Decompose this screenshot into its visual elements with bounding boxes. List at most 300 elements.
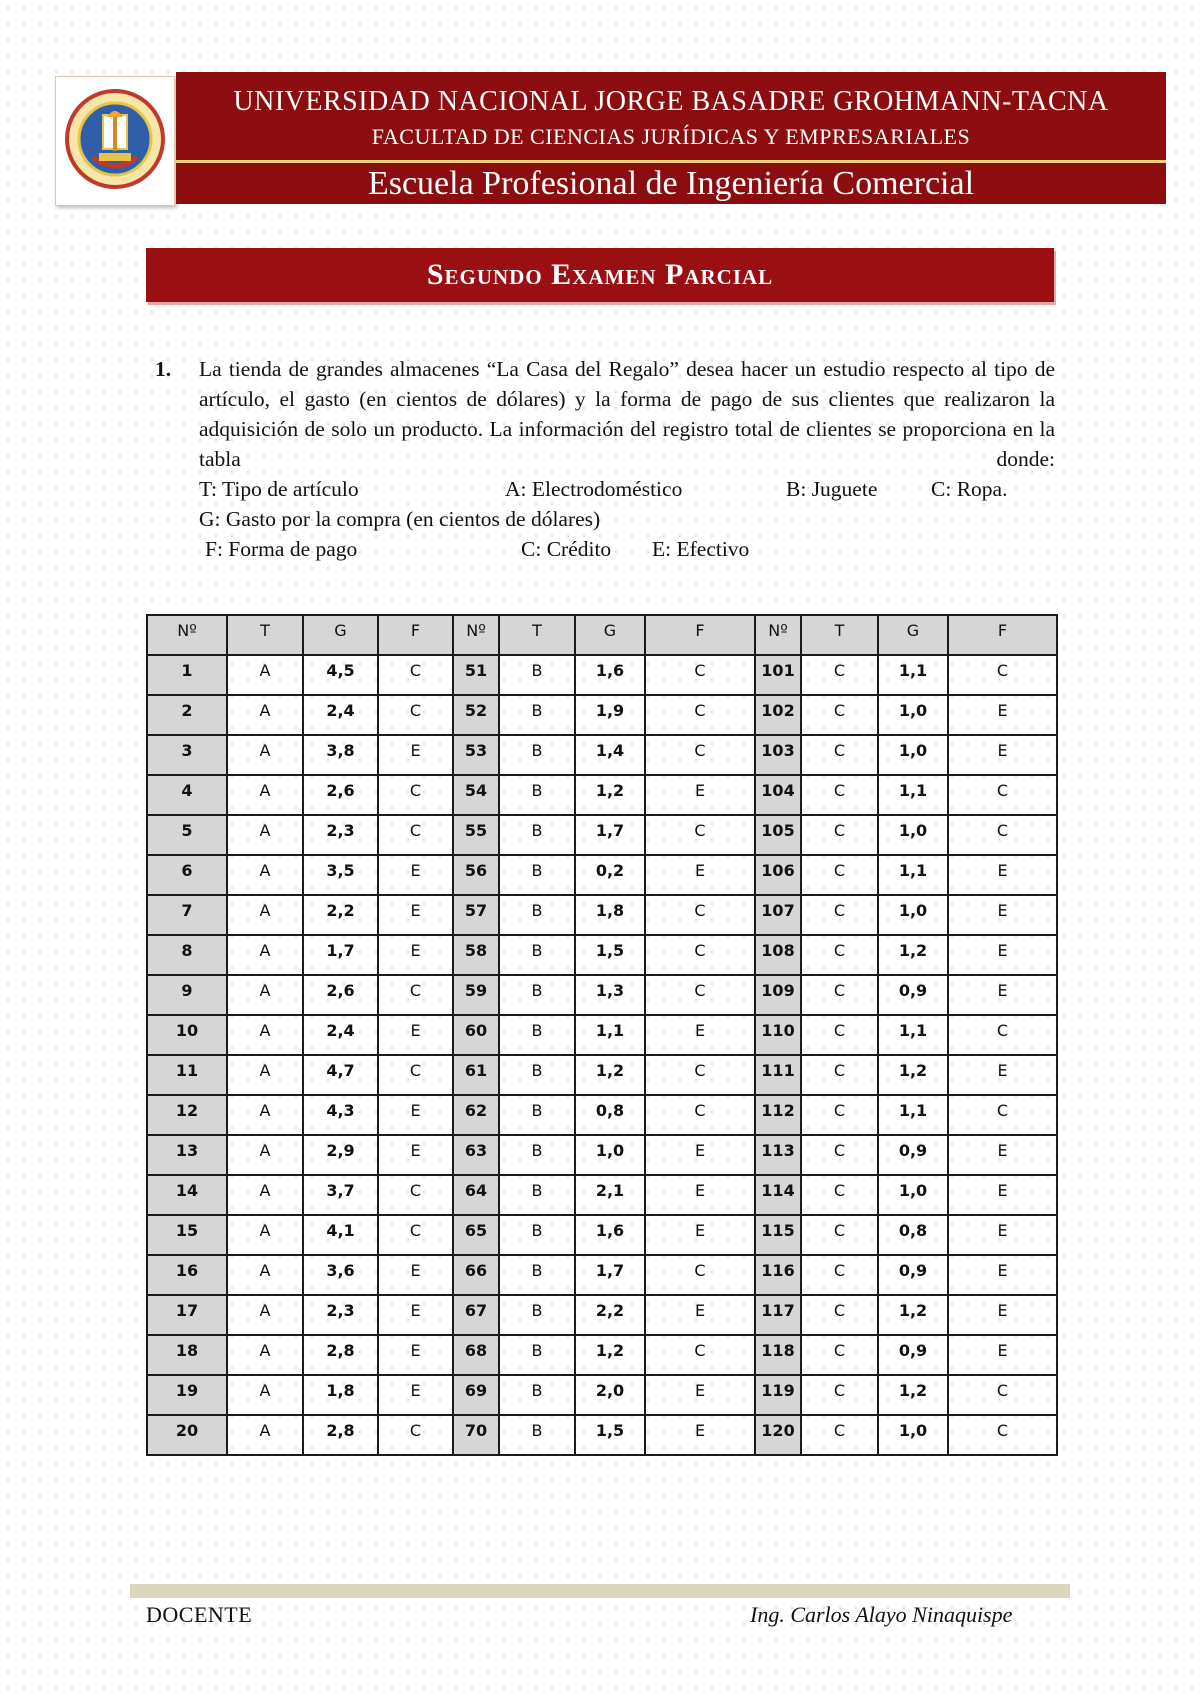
row-number-cell: 111 [755, 1055, 801, 1095]
table-cell: 3,7 [303, 1175, 378, 1215]
table-cell: E [948, 1335, 1057, 1375]
table-cell: A [227, 1015, 303, 1055]
table-cell: 1,0 [575, 1135, 645, 1175]
row-number-cell: 119 [755, 1375, 801, 1415]
table-cell: A [227, 1055, 303, 1095]
table-cell: 1,2 [878, 1375, 948, 1415]
table-cell: 1,2 [878, 1295, 948, 1335]
table-cell: E [645, 1295, 755, 1335]
table-header-row [147, 615, 1057, 655]
table-cell: B [499, 1095, 575, 1135]
table-cell: C [801, 1135, 878, 1175]
table-cell: C [948, 655, 1057, 695]
row-number-cell: 67 [453, 1295, 499, 1335]
table-cell: 1,8 [303, 1375, 378, 1415]
legend-spend: G: Gasto por la compra (en cientos de dólares) [199, 507, 601, 531]
table-cell: C [948, 1375, 1057, 1415]
table-cell: 1,1 [878, 1015, 948, 1055]
table-cell: E [645, 1415, 755, 1455]
table-cell: A [227, 815, 303, 855]
table-cell: E [948, 695, 1057, 735]
legend-payment: F: Forma de pago [205, 537, 358, 561]
table-row [147, 1135, 1057, 1175]
legend-cash: E: Efectivo [652, 537, 750, 561]
table-cell: E [378, 895, 453, 935]
row-number-cell: 102 [755, 695, 801, 735]
table-cell: 1,8 [575, 895, 645, 935]
table-cell: B [499, 895, 575, 935]
row-number-cell: 68 [453, 1335, 499, 1375]
row-number-cell: 65 [453, 1215, 499, 1255]
table-cell: C [378, 775, 453, 815]
table-cell: E [378, 855, 453, 895]
table-row [147, 695, 1057, 735]
table-cell: 3,5 [303, 855, 378, 895]
table-cell: A [227, 1295, 303, 1335]
row-number-cell: 107 [755, 895, 801, 935]
row-number-cell: 66 [453, 1255, 499, 1295]
table-cell: E [378, 1375, 453, 1415]
row-number-cell: 55 [453, 815, 499, 855]
table-cell: B [499, 1135, 575, 1175]
table-cell: 1,2 [878, 1055, 948, 1095]
table-body [147, 655, 1057, 1455]
table-cell: B [499, 1175, 575, 1215]
table-cell: E [948, 895, 1057, 935]
table-row [147, 975, 1057, 1015]
column-header: Nº [147, 615, 227, 655]
table-cell: C [378, 655, 453, 695]
table-cell: 1,3 [575, 975, 645, 1015]
table-cell: 0,8 [878, 1215, 948, 1255]
column-header: F [645, 615, 755, 655]
table-cell: B [499, 1415, 575, 1455]
table-cell: A [227, 1175, 303, 1215]
table-cell: B [499, 1295, 575, 1335]
table-cell: E [948, 975, 1057, 1015]
table-cell: B [499, 975, 575, 1015]
table-cell: B [499, 775, 575, 815]
row-number-cell: 54 [453, 775, 499, 815]
table-cell: 1,4 [575, 735, 645, 775]
table-cell: C [948, 1015, 1057, 1055]
table-cell: E [948, 1255, 1057, 1295]
row-number-cell: 61 [453, 1055, 499, 1095]
row-number-cell: 63 [453, 1135, 499, 1175]
table-row [147, 1015, 1057, 1055]
table-row [147, 1215, 1057, 1255]
table-cell: E [948, 855, 1057, 895]
table-cell: B [499, 1335, 575, 1375]
table-cell: C [645, 655, 755, 695]
table-cell: 2,8 [303, 1335, 378, 1375]
row-number-cell: 109 [755, 975, 801, 1015]
row-number-cell: 52 [453, 695, 499, 735]
table-cell: E [948, 935, 1057, 975]
table-cell: E [948, 735, 1057, 775]
row-number-cell: 58 [453, 935, 499, 975]
table-cell: A [227, 735, 303, 775]
row-number-cell: 8 [147, 935, 227, 975]
table-row [147, 1375, 1057, 1415]
table-cell: C [801, 855, 878, 895]
table-cell: C [801, 1375, 878, 1415]
table-cell: C [645, 735, 755, 775]
question-1 [155, 354, 1055, 564]
table-cell: C [801, 775, 878, 815]
table-cell: E [645, 1215, 755, 1255]
table-cell: 1,0 [878, 815, 948, 855]
table-cell: A [227, 1095, 303, 1135]
table-cell: 2,2 [303, 895, 378, 935]
question-paragraph: La tienda de grandes almacenes “La Casa del Regalo” desea hacer un estudio respecto al tipo de artículo, el gasto (en cientos de dólares) y la forma de pago de sus clientes que realizaron la adquisición de solo un producto. La información del registro total de clientes se proporciona en la tabla donde: [199, 357, 1055, 471]
footer-divider [130, 1584, 1070, 1598]
table-cell: 1,1 [878, 1095, 948, 1135]
question-number: 1. [155, 357, 172, 381]
table-cell: 1,5 [575, 1415, 645, 1455]
table-cell: C [645, 935, 755, 975]
row-number-cell: 115 [755, 1215, 801, 1255]
row-number-cell: 116 [755, 1255, 801, 1295]
table-row [147, 935, 1057, 975]
table-cell: 1,6 [575, 1215, 645, 1255]
column-header: T [499, 615, 575, 655]
table-cell: C [645, 1095, 755, 1135]
table-cell: 1,0 [878, 1415, 948, 1455]
table-cell: B [499, 655, 575, 695]
table-cell: E [645, 1375, 755, 1415]
table-cell: C [378, 975, 453, 1015]
table-cell: A [227, 655, 303, 695]
table-cell: 2,2 [575, 1295, 645, 1335]
table-cell: E [948, 1055, 1057, 1095]
row-number-cell: 3 [147, 735, 227, 775]
table-row [147, 1055, 1057, 1095]
column-header: F [948, 615, 1057, 655]
table-cell: B [499, 695, 575, 735]
table-cell: 0,9 [878, 1255, 948, 1295]
exam-title-banner [146, 248, 1054, 302]
table-cell: C [645, 1255, 755, 1295]
table-cell: C [948, 775, 1057, 815]
row-number-cell: 104 [755, 775, 801, 815]
table-cell: E [645, 1135, 755, 1175]
footer-teacher: Ing. Carlos Alayo Ninaquispe [750, 1602, 1013, 1627]
row-number-cell: 14 [147, 1175, 227, 1215]
row-number-cell: 16 [147, 1255, 227, 1295]
table-cell: B [499, 1255, 575, 1295]
table-cell: 4,3 [303, 1095, 378, 1135]
row-number-cell: 7 [147, 895, 227, 935]
table-cell: C [645, 1055, 755, 1095]
table-cell: C [948, 1415, 1057, 1455]
faculty-name: FACULTAD DE CIENCIAS JURÍDICAS Y EMPRESARIALES [371, 124, 971, 149]
table-cell: A [227, 1135, 303, 1175]
table-cell: 3,6 [303, 1255, 378, 1295]
table-cell: 1,0 [878, 1175, 948, 1215]
row-number-cell: 105 [755, 815, 801, 855]
table-cell: E [378, 1095, 453, 1135]
table-cell: C [801, 1295, 878, 1335]
legend-spend-line [199, 504, 1055, 534]
table-cell: E [378, 1015, 453, 1055]
table-cell: C [378, 815, 453, 855]
table-cell: 1,2 [878, 935, 948, 975]
row-number-cell: 17 [147, 1295, 227, 1335]
row-number-cell: 10 [147, 1015, 227, 1055]
table-cell: 2,0 [575, 1375, 645, 1415]
column-header: F [378, 615, 453, 655]
table-cell: A [227, 1375, 303, 1415]
table-row [147, 855, 1057, 895]
column-header: G [303, 615, 378, 655]
row-number-cell: 9 [147, 975, 227, 1015]
table-cell: 1,2 [575, 1335, 645, 1375]
table-row [147, 1415, 1057, 1455]
row-number-cell: 2 [147, 695, 227, 735]
row-number-cell: 103 [755, 735, 801, 775]
column-header: T [801, 615, 878, 655]
row-number-cell: 19 [147, 1375, 227, 1415]
table-cell: C [801, 735, 878, 775]
table-cell: 2,6 [303, 775, 378, 815]
row-number-cell: 69 [453, 1375, 499, 1415]
table-cell: E [378, 1335, 453, 1375]
table-cell: E [948, 1135, 1057, 1175]
table-cell: 4,7 [303, 1055, 378, 1095]
legend-a: A: Electrodoméstico [505, 477, 683, 501]
table-cell: 1,7 [575, 1255, 645, 1295]
table-cell: C [801, 895, 878, 935]
table-cell: C [801, 1215, 878, 1255]
table-cell: C [801, 695, 878, 735]
table-cell: C [378, 1055, 453, 1095]
column-header: G [575, 615, 645, 655]
table-cell: C [801, 1055, 878, 1095]
row-number-cell: 51 [453, 655, 499, 695]
row-number-cell: 110 [755, 1015, 801, 1055]
table-cell: 0,2 [575, 855, 645, 895]
university-seal [55, 76, 175, 206]
table-cell: E [948, 1295, 1057, 1335]
row-number-cell: 118 [755, 1335, 801, 1375]
row-number-cell: 70 [453, 1415, 499, 1455]
table-cell: 1,2 [575, 775, 645, 815]
table-cell: 0,9 [878, 1335, 948, 1375]
table-cell: C [801, 655, 878, 695]
row-number-cell: 1 [147, 655, 227, 695]
table-cell: C [801, 815, 878, 855]
table-cell: 0,9 [878, 1135, 948, 1175]
school-name: Escuela Profesional de Ingeniería Comercial [367, 165, 975, 202]
table-cell: 1,7 [575, 815, 645, 855]
table-cell: 1,2 [575, 1055, 645, 1095]
row-number-cell: 117 [755, 1295, 801, 1335]
table-row [147, 895, 1057, 935]
legend-type-line [199, 474, 1055, 504]
row-number-cell: 56 [453, 855, 499, 895]
table-cell: 1,0 [878, 695, 948, 735]
table-cell: A [227, 1215, 303, 1255]
table-cell: B [499, 1055, 575, 1095]
table-cell: 2,1 [575, 1175, 645, 1215]
row-number-cell: 64 [453, 1175, 499, 1215]
table-cell: 1,1 [878, 855, 948, 895]
table-cell: E [645, 1015, 755, 1055]
row-number-cell: 57 [453, 895, 499, 935]
table-cell: C [378, 1415, 453, 1455]
table-cell: A [227, 935, 303, 975]
table-cell: A [227, 1335, 303, 1375]
column-header: Nº [453, 615, 499, 655]
row-number-cell: 106 [755, 855, 801, 895]
row-number-cell: 11 [147, 1055, 227, 1095]
table-cell: C [378, 695, 453, 735]
table-row [147, 1175, 1057, 1215]
header-divider [176, 160, 1166, 163]
table-cell: C [801, 1335, 878, 1375]
table-cell: C [948, 815, 1057, 855]
table-cell: E [378, 1135, 453, 1175]
table-cell: B [499, 1015, 575, 1055]
table-row [147, 815, 1057, 855]
row-number-cell: 18 [147, 1335, 227, 1375]
table-cell: 2,9 [303, 1135, 378, 1175]
row-number-cell: 12 [147, 1095, 227, 1135]
table-cell: B [499, 1375, 575, 1415]
table-cell: E [378, 1255, 453, 1295]
table-cell: 1,1 [575, 1015, 645, 1055]
column-header: G [878, 615, 948, 655]
table-cell: C [645, 815, 755, 855]
table-cell: 3,8 [303, 735, 378, 775]
table-cell: 0,8 [575, 1095, 645, 1135]
header-banner [176, 72, 1166, 204]
row-number-cell: 13 [147, 1135, 227, 1175]
table-cell: C [801, 1175, 878, 1215]
row-number-cell: 112 [755, 1095, 801, 1135]
table-row [147, 1095, 1057, 1135]
table-cell: E [645, 855, 755, 895]
table-cell: C [801, 975, 878, 1015]
table-cell: A [227, 775, 303, 815]
table-cell: C [378, 1175, 453, 1215]
table-cell: B [499, 855, 575, 895]
table-cell: 1,7 [303, 935, 378, 975]
row-number-cell: 62 [453, 1095, 499, 1135]
row-number-cell: 60 [453, 1015, 499, 1055]
row-number-cell: 113 [755, 1135, 801, 1175]
table-row [147, 1335, 1057, 1375]
table-row [147, 1255, 1057, 1295]
table-cell: A [227, 895, 303, 935]
table-cell: 4,5 [303, 655, 378, 695]
table-cell: C [801, 1015, 878, 1055]
table-cell: C [801, 935, 878, 975]
table-cell: 1,1 [878, 655, 948, 695]
legend-payment-line [199, 534, 1055, 564]
university-name: UNIVERSIDAD NACIONAL JORGE BASADRE GROHMANN-TACNA [233, 86, 1109, 117]
legend-c: C: Ropa. [931, 477, 1008, 501]
table-row [147, 735, 1057, 775]
table-cell: E [378, 935, 453, 975]
table-cell: B [499, 1215, 575, 1255]
row-number-cell: 20 [147, 1415, 227, 1455]
column-header: Nº [755, 615, 801, 655]
table-cell: B [499, 935, 575, 975]
customer-data-table [146, 614, 1058, 1456]
table-cell: C [378, 1215, 453, 1255]
table-cell: 0,9 [878, 975, 948, 1015]
table-cell: C [645, 695, 755, 735]
legend-b: B: Juguete [786, 477, 878, 501]
table-cell: E [645, 775, 755, 815]
legend-credit: C: Crédito [521, 537, 612, 561]
table-cell: E [378, 1295, 453, 1335]
table-cell: 1,6 [575, 655, 645, 695]
table-cell: C [801, 1095, 878, 1135]
table-cell: 2,4 [303, 695, 378, 735]
table-cell: A [227, 975, 303, 1015]
table-cell: E [378, 735, 453, 775]
exam-title: Segundo Examen Parcial [426, 258, 774, 291]
table-cell: 2,8 [303, 1415, 378, 1455]
row-number-cell: 4 [147, 775, 227, 815]
table-cell: 1,5 [575, 935, 645, 975]
table-cell: A [227, 1415, 303, 1455]
row-number-cell: 120 [755, 1415, 801, 1455]
table-row [147, 655, 1057, 695]
table-cell: C [645, 1335, 755, 1375]
row-number-cell: 108 [755, 935, 801, 975]
table-cell: A [227, 1255, 303, 1295]
table-cell: E [948, 1175, 1057, 1215]
table-cell: C [645, 975, 755, 1015]
table-cell: C [801, 1415, 878, 1455]
table-cell: C [801, 1255, 878, 1295]
table-cell: A [227, 855, 303, 895]
table-cell: 1,9 [575, 695, 645, 735]
table-row [147, 775, 1057, 815]
table-cell: B [499, 815, 575, 855]
table-cell: 1,1 [878, 775, 948, 815]
row-number-cell: 6 [147, 855, 227, 895]
table-cell: B [499, 735, 575, 775]
university-seal-icon [63, 83, 167, 199]
column-header: T [227, 615, 303, 655]
table-cell: 4,1 [303, 1215, 378, 1255]
table-cell: C [645, 895, 755, 935]
row-number-cell: 5 [147, 815, 227, 855]
table-cell: 2,4 [303, 1015, 378, 1055]
table-cell: 1,0 [878, 895, 948, 935]
table-cell: 2,3 [303, 1295, 378, 1335]
table-cell: E [948, 1215, 1057, 1255]
legend-type: T: Tipo de artículo [199, 477, 359, 501]
row-number-cell: 15 [147, 1215, 227, 1255]
table-cell: A [227, 695, 303, 735]
row-number-cell: 53 [453, 735, 499, 775]
table-cell: 2,6 [303, 975, 378, 1015]
footer-label: DOCENTE [146, 1602, 253, 1627]
row-number-cell: 114 [755, 1175, 801, 1215]
table-cell: C [948, 1095, 1057, 1135]
table-cell: E [645, 1175, 755, 1215]
table-cell: 2,3 [303, 815, 378, 855]
row-number-cell: 59 [453, 975, 499, 1015]
row-number-cell: 101 [755, 655, 801, 695]
table-row [147, 1295, 1057, 1335]
